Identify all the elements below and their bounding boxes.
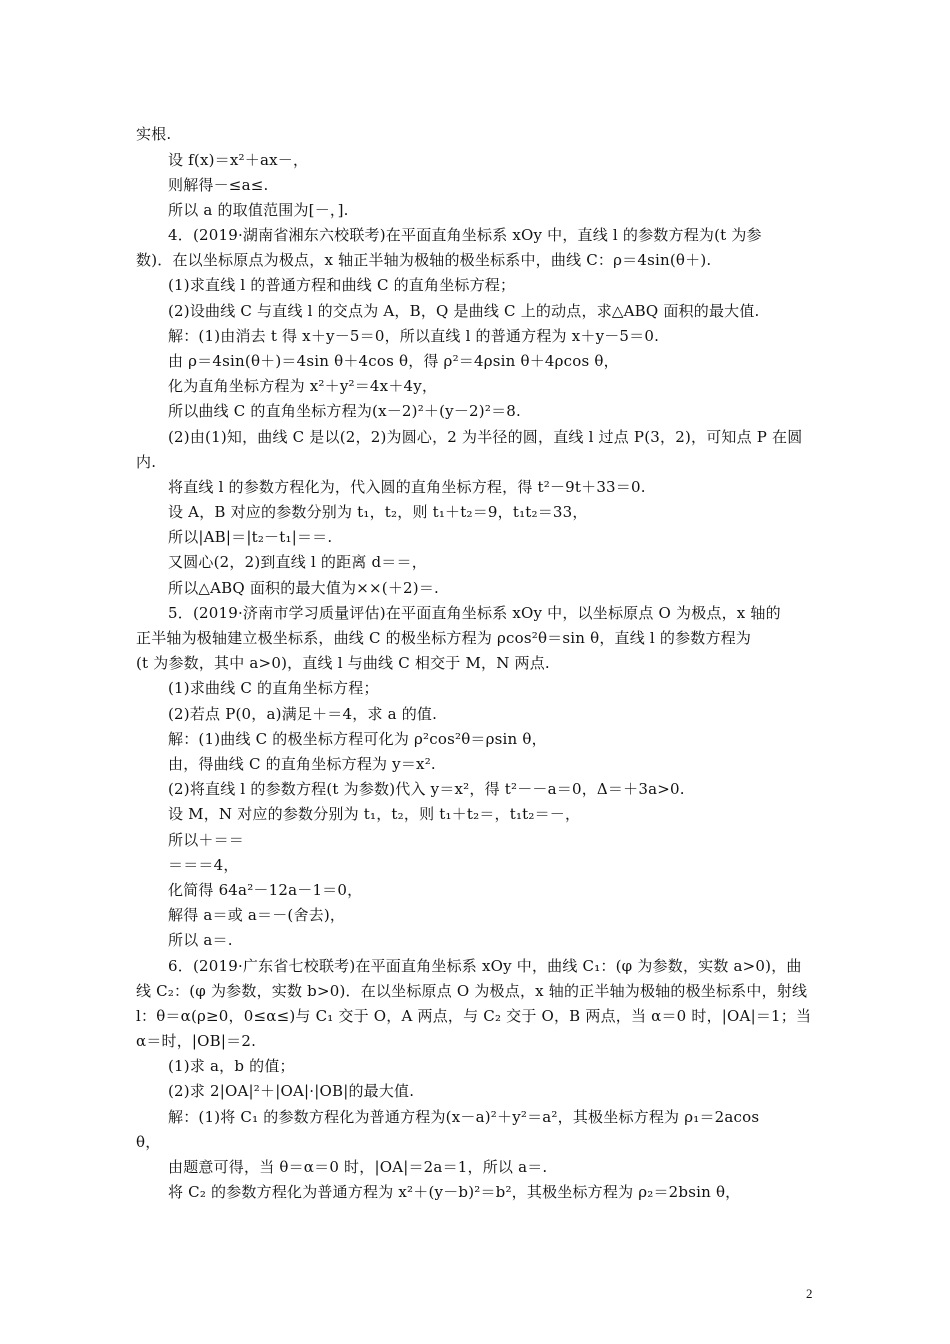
text-line: 化为直角坐标方程为 x²＋y²＝4x＋4y， [168,377,438,395]
text-line: 将直线 l 的参数方程化为，代入圆的直角坐标方程，得 t²－9t＋33＝0. [168,478,646,496]
solution-line: 解：(1)将 C₁ 的参数方程化为普通方程为(x－a)²＋y²＝a²，其极坐标方程为 ρ₁＝2acos [168,1108,760,1126]
text-line: 由，得曲线 C 的直角坐标方程为 y＝x². [168,755,436,773]
text-line: (2)若点 P(0，a)满足＋＝4，求 a 的值. [168,705,438,723]
text-line: 设 A，B 对应的参数分别为 t₁，t₂，则 t₁＋t₂＝9，t₁t₂＝33， [168,503,588,521]
text-line: 设 M，N 对应的参数分别为 t₁，t₂，则 t₁＋t₂＝，t₁t₂＝－， [168,805,581,823]
text-line: 由题意可得，当 θ＝α＝0 时，|OA|＝2a＝1，所以 a＝. [168,1158,548,1176]
solution-line: 解：(1)由消去 t 得 x＋y－5＝0，所以直线 l 的普通方程为 x＋y－5＝0. [168,327,660,345]
solution-line: 解：(1)曲线 C 的极坐标方程可化为 ρ²cos²θ＝ρsin θ， [168,730,547,748]
question-4-line: 4．(2019·湖南省湘东六校联考)在平面直角坐标系 xOy 中，直线 l 的参数方程为(t 为参 [168,226,762,244]
text-line: (2)将直线 l 的参数方程(t 为参数)代入 y＝x²，得 t²－－a＝0，Δ＝＋3a>0. [168,780,685,798]
text-line: α＝时，|OB|＝2. [136,1032,257,1050]
text-line: 实根. [136,125,172,143]
text-line: ＝＝＝4， [168,856,239,874]
text-line: 所以|AB|＝|t₂－t₁|＝＝. [168,528,333,546]
text-line: 将 C₂ 的参数方程化为普通方程为 x²＋(y－b)²＝b²，其极坐标方程为 ρ₂＝2bsin θ， [168,1183,741,1201]
text-line: θ， [136,1133,161,1151]
text-line: 则解得－≤a≤. [168,176,269,194]
page-number: 2 [806,1286,813,1301]
text-line: 所以曲线 C 的直角坐标方程为(x－2)²＋(y－2)²＝8. [168,402,521,420]
text-line: (1)求曲线 C 的直角坐标方程； [168,679,379,697]
text-line: 设 f(x)＝x²＋ax－， [168,151,309,169]
text-line: (2)设曲线 C 与直线 l 的交点为 A，B，Q 是曲线 C 上的动点，求△ABQ 面积的最大值. [168,302,760,320]
text-line: (t 为参数，其中 a>0)，直线 l 与曲线 C 相交于 M，N 两点. [136,654,550,672]
text-line: 线 C₂：(φ 为参数，实数 b>0)．在以坐标原点 O 为极点，x 轴的正半轴为极轴的极坐标系中，射线 [136,982,808,1000]
text-line: 所以△ABQ 面积的最大值为××(＋2)＝. [168,579,440,597]
text-line: 所以 a＝. [168,931,233,949]
question-5-line: 5．(2019·济南市学习质量评估)在平面直角坐标系 xOy 中，以坐标原点 O 为极点，x 轴的 [168,604,781,622]
text-line: 化简得 64a²－12a－1＝0， [168,881,363,899]
text-line: 数)．在以坐标原点为极点，x 轴正半轴为极轴的极坐标系中，曲线 C：ρ＝4sin(θ＋). [136,251,712,269]
text-line: 解得 a＝或 a＝－(舍去)， [168,906,346,924]
text-line: (1)求 a，b 的值； [168,1057,295,1075]
text-line: 所以 a 的取值范围为[－，]. [168,201,349,219]
text-line: 由 ρ＝4sin(θ＋)＝4sin θ＋4cos θ，得 ρ²＝4ρsin θ＋4ρcos θ， [168,352,619,370]
question-6-line: 6．(2019·广东省七校联考)在平面直角坐标系 xOy 中，曲线 C₁：(φ 为参数，实数 a>0)，曲 [168,957,802,975]
text-line: (1)求直线 l 的普通方程和曲线 C 的直角坐标方程； [168,276,516,294]
text-line: (2)求 2|OA|²＋|OA|·|OB|的最大值. [168,1082,415,1100]
text-line: l：θ＝α(ρ≥0，0≤α≤)与 C₁ 交于 O，A 两点，与 C₂ 交于 O，B 两点，当 α＝0 时，|OA|＝1；当 [136,1007,812,1025]
text-line: (2)由(1)知，曲线 C 是以(2，2)为圆心，2 为半径的圆，直线 l 过点 P(3，2)，可知点 P 在圆 [168,428,803,446]
text-line: 又圆心(2，2)到直线 l 的距离 d＝＝， [168,553,427,571]
text-line: 正半轴为极轴建立极坐标系，曲线 C 的极坐标方程为 ρcos²θ＝sin θ，直线 l 的参数方程为 [136,629,752,647]
text-line: 内. [136,453,157,471]
text-line: 所以＋＝＝ [168,831,245,849]
